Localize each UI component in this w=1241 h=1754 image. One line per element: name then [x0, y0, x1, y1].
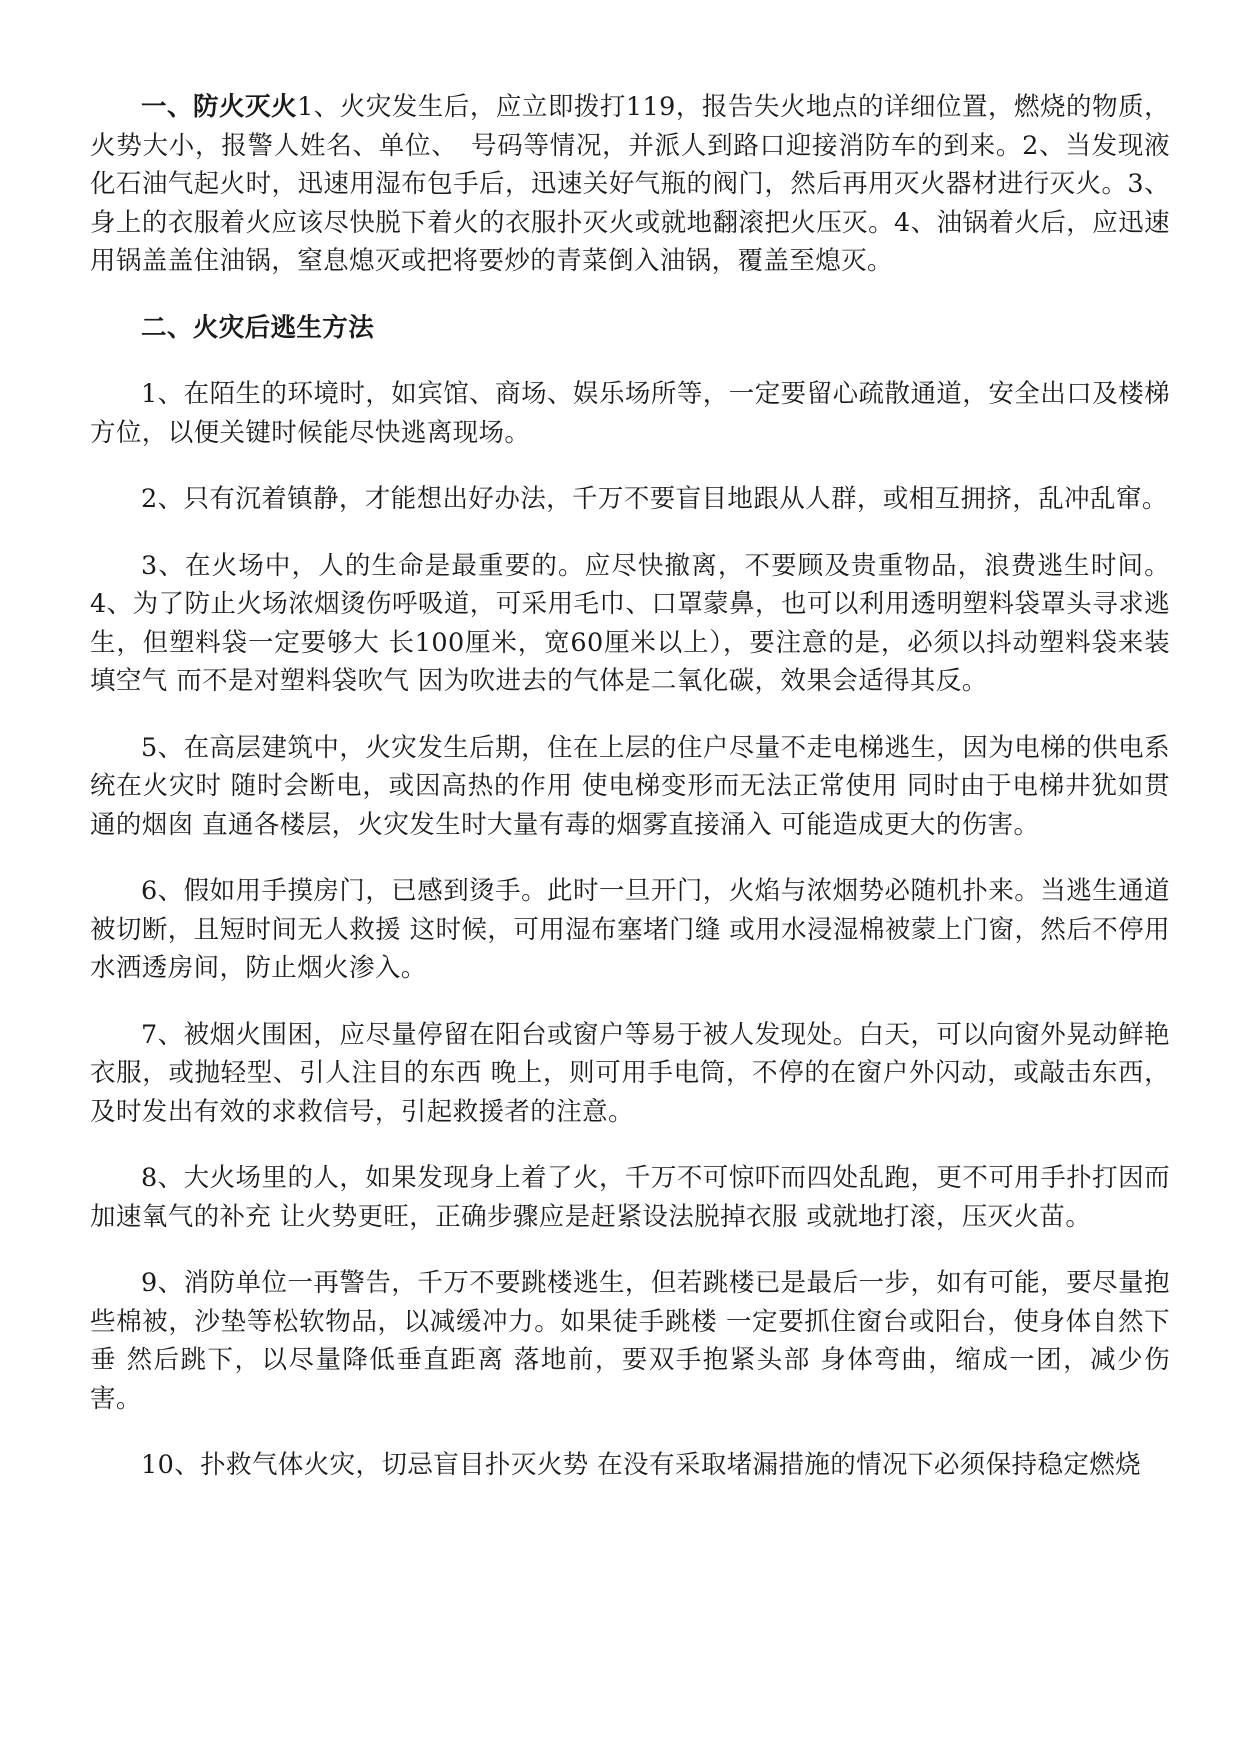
escape-item-2: 2、只有沉着镇静，才能想出好办法，千万不要盲目地跟从人群，或相互拥挤，乱冲乱窜。: [141, 484, 1168, 514]
section-2-heading: 二、火灾后逃生方法: [141, 312, 375, 343]
escape-item-7: 7、被烟火围困，应尽量停留在阳台或窗户等易于被人发现处。白天，可以向窗外晃动鲜艳衣服，或抛轻型、引人注目的东西 晚上，则可用手电筒，不停的在窗户外闪动，或敲击东西，及时发出有效的求救信号，引起救援者的注意。: [90, 1019, 1170, 1127]
section-1-body: 1、火灾发生后，应立即拨打119，报告失火地点的详细位置，燃烧的物质，火势大小，报警人姓名、单位、 号码等情况，并派人到路口迎接消防车的到来。2、当发现液化石油气起火时，迅速用湿布包手后，迅速关好气瓶的阀门，然后再用灭火器材进行灭火。3、身上的衣服着火应该尽快脱下着火的衣服扑灭火或就地翻滚把火压灭。4、油锅着火后，应迅速用锅盖盖住油锅，窒息熄灭或把将要炒的青菜倒入油锅，覆盖至熄灭。: [90, 92, 1170, 276]
document-page: [90, 88, 1170, 1513]
escape-item-9: 9、消防单位一再警告，千万不要跳楼逃生，但若跳楼已是最后一步，如有可能，要尽量抱些棉被，沙垫等松软物品，以减缓冲力。如果徒手跳楼 一定要抓住窗台或阳台，使身体自然下垂 然后跳下，以尽量降低垂直距离 落地前，要双手抱紧头部 身体弯曲，缩成一团，减少伤害。: [90, 1268, 1170, 1414]
section-1-paragraph: [90, 88, 1170, 281]
escape-item-1: 1、在陌生的环境时，如宾馆、商场、娱乐场所等，一定要留心疏散通道，安全出口及楼梯方位，以便关键时候能尽快逃离现场。: [90, 379, 1170, 448]
escape-item-6: 6、假如用手摸房门，已感到烫手。此时一旦开门，火焰与浓烟势必随机扑来。当逃生通道被切断，且短时间无人救援 这时候，可用湿布塞堵门缝 或用水浸湿棉被蒙上门窗，然后不停用水洒透房间，防止烟火渗入。: [90, 876, 1170, 983]
escape-item-3-4: 3、在火场中，人的生命是最重要的。应尽快撤离，不要顾及贵重物品，浪费逃生时间。4、为了防止火场浓烟烫伤呼吸道，可采用毛巾、口罩蒙鼻，也可以利用透明塑料袋罩头寻求逃生，但塑料袋一定要够大 长100厘米，宽60厘米以上），要注意的是，必须以抖动塑料袋来装填空气 而不是对塑料袋吹气 因为吹进去的气体是二氧化碳，效果会适得其反。: [90, 550, 1170, 696]
escape-item-10: 10、扑救气体火灾，切忌盲目扑灭火势 在没有采取堵漏措施的情况下必须保持稳定燃烧: [141, 1450, 1142, 1480]
escape-item-5: 5、在高层建筑中，火灾发生后期，住在上层的住户尽量不走电梯逃生，因为电梯的供电系统在火灾时 随时会断电，或因高热的作用 使电梯变形而无法正常使用 同时由于电梯井犹如贯通的烟囱 直通各楼层，火灾发生时大量有毒的烟雾直接涌入 可能造成更大的伤害。: [90, 732, 1170, 840]
escape-item-8: 8、大火场里的人，如果发现身上着了火，千万不可惊吓而四处乱跑，更不可用手扑打因而加速氧气的补充 让火势更旺，正确步骤应是赶紧设法脱掉衣服 或就地打滚，压灭火苗。: [90, 1163, 1170, 1232]
section-1-heading: 一、防火灭火: [141, 92, 298, 122]
